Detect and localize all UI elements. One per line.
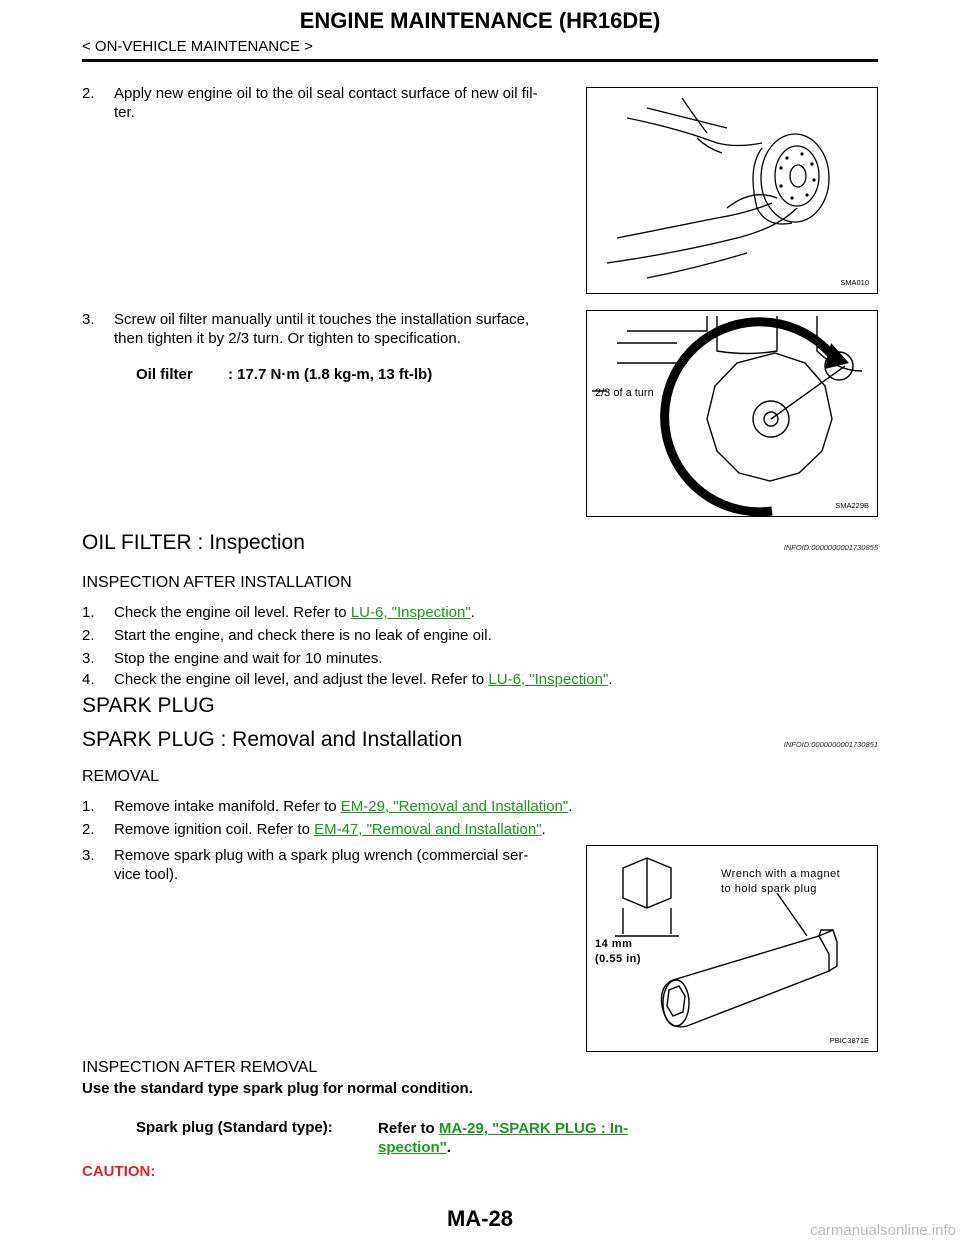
figure-code: SMA010: [840, 278, 869, 287]
link-em47-removal[interactable]: EM-47, "Removal and Installation": [314, 821, 542, 838]
standard-plug-note: Use the standard type spark plug for normal condition.: [82, 1080, 473, 1097]
section-title-spark-plug-removal: SPARK PLUG : Removal and Installation: [82, 728, 463, 751]
inspection-step-4: 4. Check the engine oil level, and adjust the level. Refer to LU-6, "Inspection".: [82, 671, 613, 688]
page-title: ENGINE MAINTENANCE (HR16DE): [299, 8, 661, 33]
wrench-label-line1: Wrench with a magnet: [721, 868, 841, 880]
figure-code: SMA229B: [835, 501, 869, 510]
oil-filter-spec-value: : 17.7 N·m (1.8 kg-m, 13 ft-lb): [228, 366, 433, 383]
step-3-screw-filter: 3. Screw oil filter manually until it touches the installation surface, then tighten it by 2/3 turn. Or tighten to specification.: [82, 311, 530, 347]
caution-label: CAUTION:: [82, 1163, 156, 1180]
spark-plug-spec-label: Spark plug (Standard type):: [136, 1119, 333, 1136]
hex-size-in: (0.55 in): [595, 953, 642, 965]
step-2-apply-oil: 2. Apply new engine oil to the oil seal contact surface of new oil fil- ter.: [82, 85, 538, 121]
header-rule: [82, 59, 878, 62]
figure-code: PBIC3871E: [829, 1036, 869, 1045]
site-watermark: carmanualsonline.info: [810, 1222, 956, 1239]
subheading-inspection-after-removal: INSPECTION AFTER REMOVAL: [82, 1059, 318, 1076]
section-title-spark-plug: SPARK PLUG: [82, 694, 215, 717]
figure-two-thirds-turn: [586, 310, 878, 517]
figure-oil-filter-oiling: [586, 87, 878, 294]
page-number: MA-28: [446, 1206, 513, 1231]
subheading-inspection-after-installation: INSPECTION AFTER INSTALLATION: [82, 574, 352, 591]
oil-filter-spec-label: Oil filter: [136, 366, 193, 383]
figure-spark-plug-wrench: [586, 845, 878, 1052]
removal-step-2: 2. Remove ignition coil. Refer to EM-47, "Removal and Installation".: [82, 821, 546, 838]
hex-size-mm: 14 mm: [595, 938, 633, 950]
link-lu6-inspection[interactable]: LU-6, "Inspection": [488, 671, 609, 688]
inspection-step-3: 3. Stop the engine and wait for 10 minutes.: [82, 650, 383, 667]
wrench-label-line2: to hold spark plug: [721, 883, 817, 895]
inspection-step-1: 1. Check the engine oil level. Refer to LU-6, "Inspection".: [82, 604, 475, 621]
oil-filter-hands-illustration: [587, 88, 877, 293]
removal-step-3: 3. Remove spark plug with a spark plug wrench (commercial ser- vice tool).: [82, 847, 529, 883]
link-em29-removal[interactable]: EM-29, "Removal and Installation": [340, 798, 569, 815]
filter-wrench-turn-illustration: [587, 311, 877, 516]
spark-plug-spec-value: Refer to MA-29, "SPARK PLUG : In- spection".: [378, 1120, 629, 1156]
link-lu6-inspection[interactable]: LU-6, "Inspection": [350, 604, 471, 621]
turn-amount-label: 2/3 of a turn: [595, 387, 654, 399]
info-id: INFOID:0000000001730855: [783, 543, 878, 552]
section-breadcrumb: < ON-VEHICLE MAINTENANCE >: [82, 38, 313, 55]
info-id: INFOID:0000000001730851: [783, 740, 878, 749]
removal-step-1: 1. Remove intake manifold. Refer to EM-29, "Removal and Installation".: [82, 798, 573, 815]
inspection-step-2: 2. Start the engine, and check there is no leak of engine oil.: [82, 627, 492, 644]
link-ma29-spark-plug-inspection[interactable]: MA-29, "SPARK PLUG : In-: [438, 1120, 629, 1137]
subheading-removal: REMOVAL: [82, 768, 160, 785]
link-ma29-spark-plug-inspection-cont[interactable]: spection": [378, 1139, 447, 1156]
section-title-oil-filter-inspection: OIL FILTER : Inspection: [82, 531, 305, 554]
